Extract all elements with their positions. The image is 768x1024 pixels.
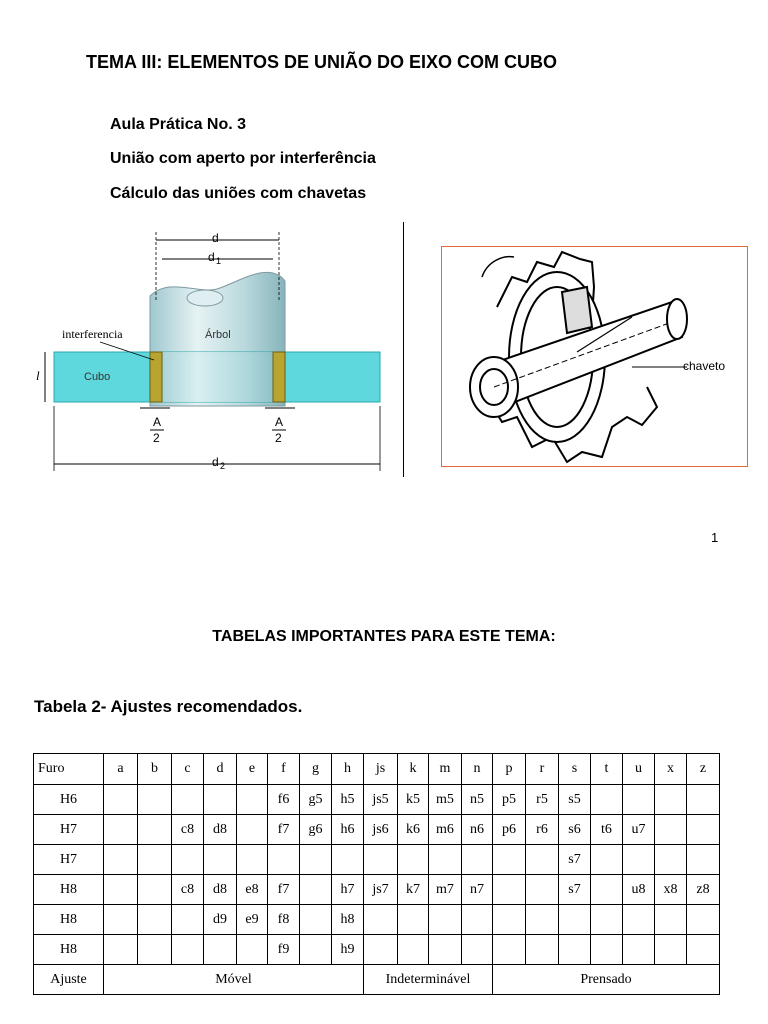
row-hole-tolerance: H8 <box>34 905 104 935</box>
table-cell <box>559 935 591 965</box>
table-cell <box>687 905 720 935</box>
header-cell: js <box>364 754 398 785</box>
header-cell: u <box>623 754 655 785</box>
table-cell <box>204 845 237 875</box>
gear-shaft-drawing <box>442 247 747 466</box>
table-cell: f7 <box>268 815 300 845</box>
table-cell <box>526 875 559 905</box>
footer-indeterminavel: Indeterminável <box>364 965 493 995</box>
table-cell: n5 <box>462 785 493 815</box>
interference-fit-diagram <box>36 226 390 476</box>
footer-movel: Móvel <box>104 965 364 995</box>
table-cell: n7 <box>462 875 493 905</box>
table-cell <box>300 905 332 935</box>
table-cell: f8 <box>268 905 300 935</box>
header-furo: Furo <box>34 754 104 785</box>
table-cell <box>687 845 720 875</box>
row-hole-tolerance: H7 <box>34 845 104 875</box>
table-cell <box>655 935 687 965</box>
section-title: TABELAS IMPORTANTES PARA ESTE TEMA: <box>212 628 556 645</box>
table-cell: u8 <box>623 875 655 905</box>
table-cell: e9 <box>237 905 268 935</box>
table-cell: c8 <box>172 815 204 845</box>
table-cell <box>138 875 172 905</box>
table-cell <box>429 845 462 875</box>
table-cell: s6 <box>559 815 591 845</box>
header-cell: f <box>268 754 300 785</box>
table-cell: d9 <box>204 905 237 935</box>
table-header-row <box>34 754 720 785</box>
table-cell: p5 <box>493 785 526 815</box>
footer-ajuste: Ajuste <box>34 965 104 995</box>
table-cell <box>204 935 237 965</box>
table-cell <box>687 935 720 965</box>
table-cell: r6 <box>526 815 559 845</box>
label-arbol: Árbol <box>205 329 231 341</box>
header-cell: x <box>655 754 687 785</box>
label-d1: d <box>208 250 215 264</box>
header-cell: b <box>138 754 172 785</box>
table-cell: h6 <box>332 815 364 845</box>
table-cell <box>104 815 138 845</box>
table-cell: d8 <box>204 875 237 905</box>
header-cell: k <box>398 754 429 785</box>
table-cell <box>398 935 429 965</box>
table-cell <box>493 845 526 875</box>
table-cell: js6 <box>364 815 398 845</box>
label-chaveto: chaveto <box>683 359 726 373</box>
table-cell <box>237 785 268 815</box>
table-cell <box>493 875 526 905</box>
table-cell <box>493 905 526 935</box>
lesson-topic-1: União com aperto por interferência <box>110 150 376 167</box>
table-cell <box>655 845 687 875</box>
label-d: d <box>212 231 219 245</box>
table-cell <box>526 905 559 935</box>
table-cell <box>138 815 172 845</box>
table-cell <box>204 785 237 815</box>
label-cubo: Cubo <box>84 371 111 383</box>
label-d2-sub: 2 <box>220 461 226 471</box>
header-cell: a <box>104 754 138 785</box>
table-cell: f6 <box>268 785 300 815</box>
table-cell <box>138 905 172 935</box>
table-cell: u7 <box>623 815 655 845</box>
table-cell <box>172 845 204 875</box>
table-cell <box>138 845 172 875</box>
table-cell <box>623 845 655 875</box>
table-caption: Tabela 2- Ajustes recomendados. <box>34 697 303 716</box>
table-cell: n6 <box>462 815 493 845</box>
header-cell: m <box>429 754 462 785</box>
table-cell <box>591 905 623 935</box>
table-cell <box>398 905 429 935</box>
table-cell: h8 <box>332 905 364 935</box>
table-cell: f7 <box>268 875 300 905</box>
table-cell: h5 <box>332 785 364 815</box>
table-cell <box>172 905 204 935</box>
table-cell <box>623 905 655 935</box>
page-number: 1 <box>711 530 719 545</box>
table-cell <box>300 935 332 965</box>
table-cell: x8 <box>655 875 687 905</box>
table-cell: g6 <box>300 815 332 845</box>
header-cell: n <box>462 754 493 785</box>
table-cell: s7 <box>559 875 591 905</box>
header-cell: s <box>559 754 591 785</box>
table-cell <box>462 935 493 965</box>
table-cell <box>462 905 493 935</box>
table-cell: js7 <box>364 875 398 905</box>
label-a-left-den: 2 <box>153 431 160 445</box>
table-cell <box>462 845 493 875</box>
table-cell <box>104 905 138 935</box>
table-cell: c8 <box>172 875 204 905</box>
table-cell: k5 <box>398 785 429 815</box>
table-cell: g5 <box>300 785 332 815</box>
label-a-right-den: 2 <box>275 431 282 445</box>
table-cell: p6 <box>493 815 526 845</box>
label-d2: d <box>212 455 219 469</box>
table-cell <box>138 785 172 815</box>
table-cell <box>526 935 559 965</box>
table-cell: k6 <box>398 815 429 845</box>
table-cell <box>268 845 300 875</box>
lesson-number: Aula Prática No. 3 <box>110 116 247 133</box>
table-cell <box>364 845 398 875</box>
table-cell: k7 <box>398 875 429 905</box>
keyed-shaft-figure <box>441 246 748 467</box>
table-cell: d8 <box>204 815 237 845</box>
table-cell <box>398 845 429 875</box>
header-cell: c <box>172 754 204 785</box>
table-cell <box>623 935 655 965</box>
table-cell: f9 <box>268 935 300 965</box>
table-cell <box>172 785 204 815</box>
header-cell: e <box>237 754 268 785</box>
table-cell <box>237 815 268 845</box>
table-cell <box>364 905 398 935</box>
table-cell <box>591 935 623 965</box>
header-cell: h <box>332 754 364 785</box>
table-cell <box>300 845 332 875</box>
table-cell <box>104 785 138 815</box>
table-cell <box>364 935 398 965</box>
table-cell: m5 <box>429 785 462 815</box>
table-cell <box>687 785 720 815</box>
table-cell: e8 <box>237 875 268 905</box>
label-interferencia: interferencia <box>62 327 123 341</box>
header-cell: g <box>300 754 332 785</box>
table-cell <box>591 875 623 905</box>
table-cell: m7 <box>429 875 462 905</box>
label-d1-sub: 1 <box>216 256 222 266</box>
table-cell <box>526 845 559 875</box>
table-cell <box>623 785 655 815</box>
table-cell: s7 <box>559 845 591 875</box>
table-cell <box>104 845 138 875</box>
table-cell <box>429 905 462 935</box>
table-cell <box>687 815 720 845</box>
table-cell <box>104 875 138 905</box>
figure-divider <box>403 222 404 477</box>
page-title: TEMA III: ELEMENTOS DE UNIÃO DO EIXO COM CUBO <box>86 52 558 72</box>
table-cell: z8 <box>687 875 720 905</box>
table-row <box>34 845 720 875</box>
label-a-left: A <box>153 415 162 429</box>
table-cell <box>591 845 623 875</box>
table-cell: s5 <box>559 785 591 815</box>
table-cell <box>655 905 687 935</box>
table-footer-row <box>34 965 720 995</box>
table-row <box>34 935 720 965</box>
table-cell <box>237 935 268 965</box>
row-hole-tolerance: H8 <box>34 935 104 965</box>
table-cell <box>429 935 462 965</box>
table-cell <box>655 815 687 845</box>
label-l: l <box>36 368 40 383</box>
row-hole-tolerance: H7 <box>34 815 104 845</box>
table-cell <box>493 935 526 965</box>
table-cell <box>138 935 172 965</box>
lesson-topic-2: Cálculo das uniões com chavetas <box>110 185 367 202</box>
table-row <box>34 905 720 935</box>
table-cell <box>591 785 623 815</box>
table-cell: r5 <box>526 785 559 815</box>
table-cell: h7 <box>332 875 364 905</box>
row-hole-tolerance: H8 <box>34 875 104 905</box>
header-cell: p <box>493 754 526 785</box>
table-row <box>34 875 720 905</box>
fits-table <box>33 753 720 995</box>
table-cell <box>237 845 268 875</box>
footer-prensado: Prensado <box>493 965 720 995</box>
table-cell: h9 <box>332 935 364 965</box>
table-row <box>34 785 720 815</box>
table-cell <box>559 905 591 935</box>
table-row <box>34 815 720 845</box>
header-cell: z <box>687 754 720 785</box>
table-cell <box>104 935 138 965</box>
table-cell <box>172 935 204 965</box>
table-cell: js5 <box>364 785 398 815</box>
header-cell: r <box>526 754 559 785</box>
header-cell: t <box>591 754 623 785</box>
table-cell: t6 <box>591 815 623 845</box>
row-hole-tolerance: H6 <box>34 785 104 815</box>
table-cell <box>300 875 332 905</box>
label-a-right: A <box>275 415 284 429</box>
table-cell <box>332 845 364 875</box>
header-cell: d <box>204 754 237 785</box>
table-cell <box>655 785 687 815</box>
table-cell: m6 <box>429 815 462 845</box>
